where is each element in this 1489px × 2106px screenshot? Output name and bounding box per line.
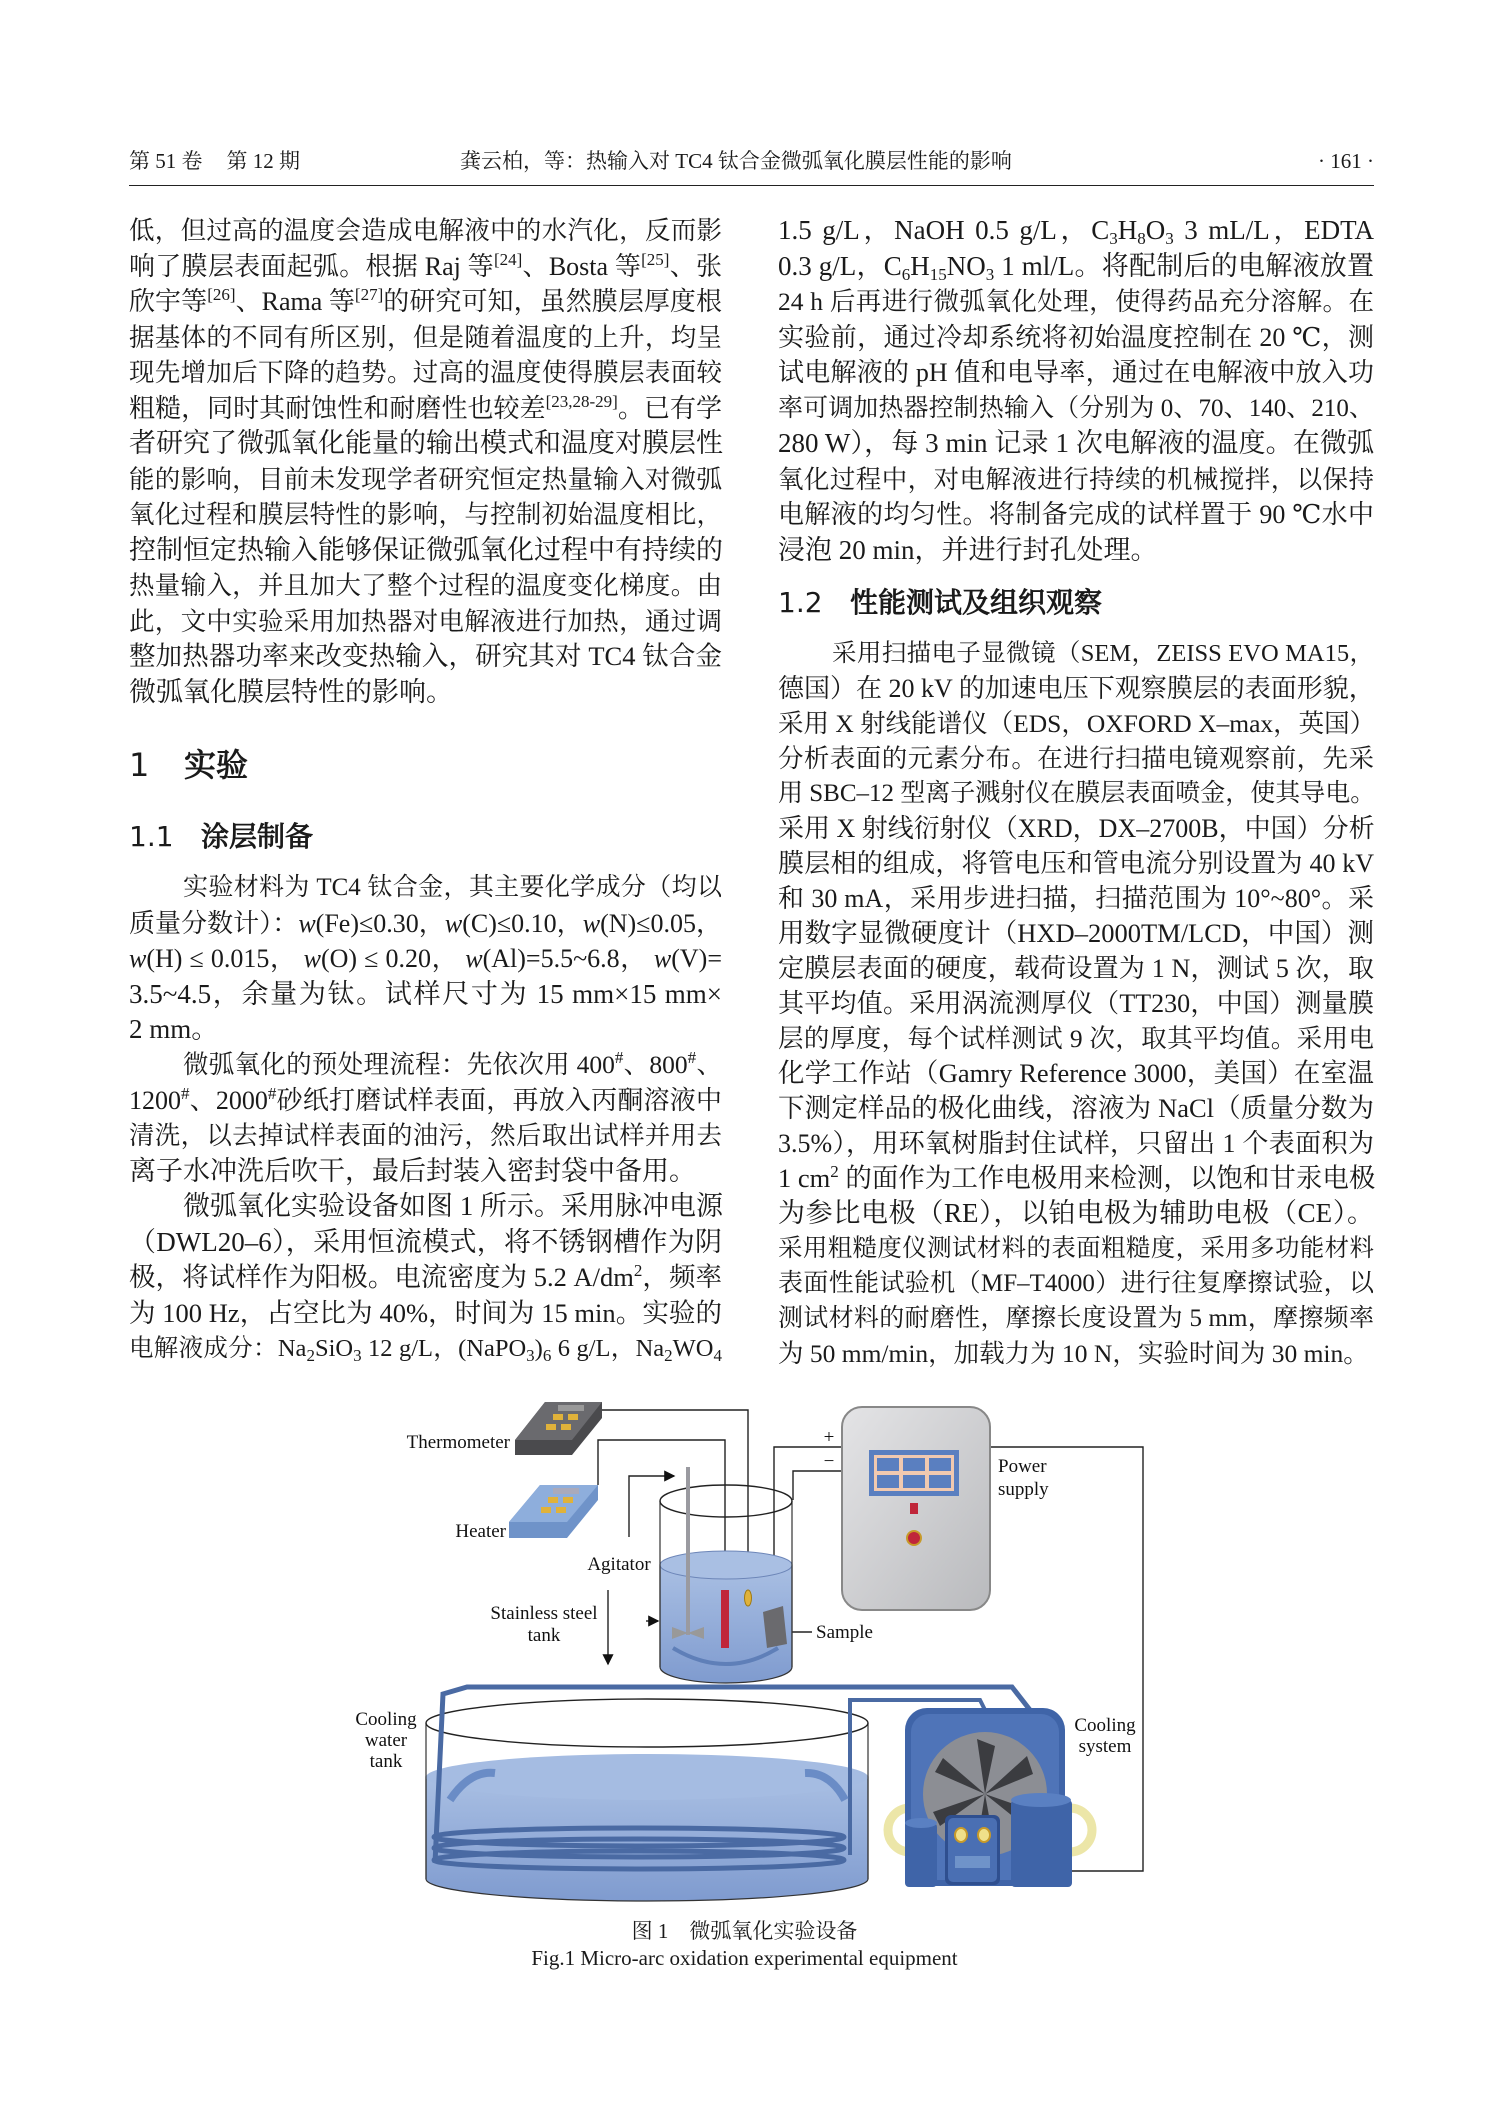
text-segment: 的面作为工作电极用来检测，以饱和甘汞电极 [838, 1163, 1376, 1193]
text-segment: 0.3 g/L，C [778, 250, 902, 281]
text-segment: 表面性能试验机（MF–T4000）进行往复摩擦试验，以 [778, 1270, 1374, 1297]
text-segment: 现先增加后下降的趋势。过高的温度使得膜层表面较 [129, 358, 722, 387]
section-title: 涂层制备 [201, 820, 314, 853]
superscript: 2 [633, 1261, 643, 1280]
text-line [778, 533, 1374, 569]
italic-symbol: w [465, 944, 483, 973]
thermometer-icon [515, 1402, 602, 1455]
paragraph-pretreatment [129, 1047, 722, 1189]
text-line [129, 1331, 722, 1367]
subscript: 3 [1109, 229, 1118, 248]
text-segment: 者研究了微弧氧化能量的输出模式和温度对膜层性 [129, 428, 723, 458]
text-segment: 采用 X 射线衍射仪（XRD，DX–2700B，中国）分析 [778, 814, 1375, 843]
text-segment: 1200 [129, 1085, 181, 1115]
text-line [778, 846, 1374, 881]
text-line [778, 1021, 1374, 1056]
text-segment: 其平均值。采用涡流测厚仪（TT230，中国）测量膜 [778, 989, 1374, 1018]
text-line [778, 741, 1374, 776]
section-title: 性能测试及组织观察 [850, 586, 1103, 619]
text-line [778, 1231, 1374, 1266]
paragraph-intro [129, 213, 722, 710]
text-line [129, 1296, 722, 1332]
text-segment: 控制恒定热输入能够保证微弧氧化过程中有持续的 [129, 534, 723, 565]
text-segment: 12 g/L，(NaPO [361, 1335, 527, 1362]
text-line [778, 776, 1374, 811]
superscript: # [614, 1048, 624, 1067]
text-line [778, 1126, 1374, 1161]
text-segment: 为参比电极（RE），以铂电极为辅助电极（CE）。 [778, 1198, 1374, 1228]
subscript: 3 [526, 1346, 535, 1365]
text-segment: 浸泡 20 min，并进行封孔处理。 [778, 534, 1158, 565]
italic-symbol: w [303, 944, 321, 973]
subscript: 3 [985, 264, 995, 284]
text-segment: 化学工作站（Gamry Reference 3000，美国）在室温 [778, 1058, 1374, 1088]
superscript: # [687, 1048, 697, 1067]
text-segment: 1 cm [778, 1163, 831, 1193]
figure-caption-chinese: 图 1 微弧氧化实验设备 [631, 1919, 858, 1943]
italic-symbol: w [653, 944, 672, 973]
subscript: 15 [929, 264, 947, 284]
text-line [778, 671, 1374, 706]
text-segment: 响了膜层表面起弧。根据 Raj 等 [129, 251, 494, 281]
text-segment: (H) ≤ 0.015， [146, 944, 304, 973]
text-line [778, 1301, 1374, 1336]
issue: 第 12 期 [226, 149, 300, 173]
text-segment: (V)= [671, 944, 722, 973]
cooling-tank-label-line3: tank [369, 1751, 403, 1772]
section-number: 1.1 [129, 820, 174, 853]
text-line [129, 906, 722, 942]
figure-caption-english: Fig.1 Micro-arc oxidation experimental equipment [531, 1946, 958, 1970]
text-line [778, 916, 1374, 951]
stainless-tank-label-line1: Stainless steel [490, 1603, 598, 1624]
text-segment: 层的厚度，每个试样测试 9 次，取其平均值。采用电 [778, 1024, 1374, 1053]
text-line [129, 426, 722, 462]
power-supply-icon [842, 1407, 990, 1610]
text-line [129, 604, 722, 640]
text-segment: H [1117, 215, 1138, 245]
text-segment: 用 SBC–12 型离子溅射仪在膜层表面喷金，使其导电。 [778, 780, 1376, 807]
text-segment: 为 100 Hz，占空比为 40%，时间为 15 min。实验的 [129, 1297, 722, 1328]
text-segment: 为 50 mm/min，加载力为 10 N，实验时间为 30 min。 [778, 1339, 1369, 1368]
text-line [778, 462, 1374, 498]
text-line [778, 1056, 1374, 1091]
text-line [129, 977, 722, 1013]
text-segment: 整加热器功率来改变热输入，研究其对 TC4 钛合金 [129, 641, 722, 671]
superscript: # [181, 1083, 190, 1103]
text-line [778, 355, 1374, 391]
text-segment: 能的影响，目前未发现学者研究恒定热量输入对微弧 [129, 464, 722, 494]
text-line [129, 568, 722, 604]
superscript: [26] [207, 285, 236, 304]
text-line [129, 1260, 722, 1296]
figure-1-equipment-diagram [340, 1390, 1160, 1910]
electrolytic-cell-icon [660, 1467, 792, 1683]
text-segment: 氧化过程和膜层特性的影响，与控制初始温度相比， [129, 500, 722, 529]
text-segment: 氧化过程中，对电解液进行持续的机械搅拌，以保持 [778, 464, 1374, 494]
subscript: 8 [1137, 229, 1146, 248]
sample-plate [763, 1606, 787, 1648]
text-segment: (Fe)≤0.30， [315, 908, 445, 938]
thermometer-label: Thermometer [406, 1432, 510, 1453]
text-line [129, 870, 722, 906]
cooling-system-icon [888, 1708, 1092, 1887]
text-segment: 德国）在 20 kV 的加速电压下观察膜层的表面形貌， [778, 674, 1375, 703]
volume: 第 51 卷 [129, 149, 203, 173]
text-segment: 1 ml/L。将配制后的电解液放置 [994, 250, 1374, 281]
power-supply-label-line2: supply [998, 1479, 1049, 1500]
paragraph-electrolyte [778, 213, 1374, 568]
text-segment: 24 h 后再进行微弧氧化处理，使得药品充分溶解。在 [778, 287, 1374, 316]
text-segment: 微弧氧化实验设备如图 1 所示。采用脉冲电源 [183, 1191, 723, 1221]
thermometer-probe [745, 1590, 752, 1606]
positive-terminal-label: + [823, 1427, 835, 1448]
text-segment: 实验材料为 TC4 钛合金，其主要化学成分（均以 [183, 874, 722, 901]
paragraph-equipment [129, 1189, 722, 1367]
text-segment: 测试材料的耐磨性，摩擦长度设置为 5 mm，摩擦频率 [778, 1305, 1374, 1332]
text-segment: 采用粗糙度仪测试材料的表面粗糙度，采用多功能材料 [778, 1235, 1374, 1262]
text-line [129, 941, 722, 977]
text-segment: 据基体的不同有所区别，但是随着温度的上升，均呈 [129, 322, 722, 352]
text-segment: (O) ≤ 0.20， [320, 944, 466, 973]
agitator-rod [686, 1467, 690, 1635]
text-segment: ，频率 [642, 1262, 722, 1292]
text-segment: 清洗，以去掉试样表面的油污，然后取出试样并用去 [129, 1121, 722, 1150]
italic-symbol: w [298, 908, 316, 938]
text-line [778, 284, 1374, 320]
text-segment: 此，文中实验采用加热器对电解液进行加热，通过调 [129, 606, 722, 636]
text-segment: 、Bosta 等 [522, 251, 642, 281]
text-segment: (N)≤0.05， [600, 908, 722, 938]
agitator-arrow [629, 1476, 674, 1537]
text-line [129, 249, 722, 285]
text-line [778, 1091, 1374, 1126]
cooling-tank-label-line1: Cooling [355, 1709, 417, 1730]
text-line [778, 1266, 1374, 1301]
text-line [129, 1047, 722, 1083]
text-line [778, 951, 1374, 986]
text-line [129, 1118, 722, 1154]
text-line [129, 355, 722, 391]
text-segment: 3 mL/L，EDTA [1173, 215, 1374, 245]
text-segment: 微弧氧化的预处理流程：先依次用 400 [183, 1050, 615, 1079]
superscript: # [267, 1083, 277, 1103]
text-line [129, 213, 722, 249]
text-line [778, 1161, 1374, 1196]
text-segment: 实验前，通过冷却系统将初始温度控制在 20 ℃，测 [778, 322, 1374, 352]
text-line [129, 320, 722, 356]
text-line [129, 639, 722, 675]
cooling-tank-label-line2: water [364, 1730, 408, 1751]
text-segment: 分析表面的元素分布。在进行扫描电镜观察前，先采 [778, 744, 1374, 773]
superscript: 2 [830, 1162, 839, 1181]
text-segment: 电解液的均匀性。将制备完成的试样置于 90 ℃水中 [778, 500, 1374, 529]
superscript: [23,28-29] [545, 391, 618, 411]
text-segment: 、张 [669, 251, 722, 281]
superscript: [25] [641, 249, 670, 269]
paragraph-testing [778, 636, 1374, 1371]
section-heading-1-1 [129, 819, 313, 855]
italic-symbol: w [129, 944, 147, 973]
text-line [778, 881, 1374, 916]
agitator-label: Agitator [587, 1554, 651, 1575]
section-number: 1.2 [778, 586, 823, 619]
text-segment: 采用 X 射线能谱仪（EDS，OXFORD X–max，英国） [778, 709, 1376, 738]
subscript: 6 [542, 1346, 552, 1365]
text-line [778, 706, 1374, 741]
text-segment: 欣宇等 [129, 287, 208, 316]
cooling-system-label-line1: Cooling [1074, 1715, 1136, 1736]
text-segment: 电解液成分：Na [129, 1335, 307, 1362]
text-segment: 低，但过高的温度会造成电解液中的水汽化，反而影 [129, 216, 722, 245]
italic-symbol: w [582, 908, 601, 938]
text-segment: H [910, 250, 930, 281]
running-title: 龚云柏，等：热输入对 TC4 钛合金微弧氧化膜层性能的影响 [460, 149, 1012, 173]
text-line [778, 1336, 1374, 1371]
text-segment: 1.5 g/L，NaOH 0.5 g/L，C [778, 215, 1110, 245]
text-line [778, 213, 1374, 249]
text-segment: （DWL20–6），采用恒流模式，将不锈钢槽作为阴 [129, 1226, 722, 1257]
text-segment: (Al)=5.5~6.8， [482, 944, 654, 973]
text-segment: ) [534, 1335, 543, 1362]
text-segment: 、2000 [189, 1085, 268, 1115]
text-segment: 用数字显微硬度计（HXD–2000TM/LCD，中国）测 [778, 918, 1374, 948]
text-line [129, 675, 722, 711]
text-segment: 。已有学 [617, 393, 722, 423]
text-segment: 极，将试样作为阳极。电流密度为 5.2 A/dm [129, 1262, 634, 1292]
heater-rod [721, 1590, 729, 1648]
text-segment: WO [672, 1335, 714, 1362]
text-segment: SiO [314, 1335, 354, 1362]
superscript: [27] [354, 285, 384, 304]
text-segment: 微弧氧化膜层特性的影响。 [129, 676, 453, 707]
text-segment: 率可调加热器控制热输入（分别为 0、70、140、210、 [778, 394, 1374, 422]
text-segment: 、 [696, 1050, 722, 1079]
subscript: 3 [1165, 229, 1174, 248]
text-line [778, 249, 1374, 285]
text-line [129, 391, 722, 427]
sample-label: Sample [816, 1622, 873, 1643]
italic-symbol: w [444, 908, 463, 938]
text-segment: 砂纸打磨试样表面，再放入丙酮溶液中 [276, 1085, 722, 1115]
power-supply-label-line1: Power [998, 1456, 1047, 1477]
text-segment: 膜层相的组成，将管电压和管电流分别设置为 40 kV [778, 849, 1374, 878]
negative-terminal-label: − [823, 1451, 835, 1472]
text-line [129, 1189, 722, 1225]
text-segment: 的研究可知，虽然膜层厚度根 [383, 287, 722, 316]
text-segment: 3.5%），用环氧树脂封住试样，只留出 1 个表面积为 [778, 1129, 1374, 1158]
text-segment: 和 30 mA，采用步进扫描，扫描范围为 10°~80°。采 [778, 884, 1374, 913]
text-segment: 试电解液的 pH 值和电导率，通过在电解液中放入功 [778, 358, 1374, 387]
text-line [129, 497, 722, 533]
text-line [129, 1154, 722, 1190]
text-line [129, 462, 722, 498]
text-line [778, 391, 1374, 427]
text-segment: 280 W），每 3 min 记录 1 次电解液的温度。在微弧 [778, 428, 1374, 458]
text-line [778, 320, 1374, 356]
subscript: 3 [353, 1346, 362, 1365]
text-line [129, 1225, 722, 1261]
header-rule [129, 185, 1374, 186]
paragraph-material [129, 870, 722, 1048]
text-segment: NO [946, 250, 986, 281]
text-segment: 6 g/L，Na [551, 1335, 665, 1362]
text-segment: 离子水冲洗后吹干，最后封装入密封袋中备用。 [129, 1155, 696, 1186]
text-line [778, 497, 1374, 533]
heater-icon [509, 1485, 598, 1538]
text-line [778, 636, 1374, 671]
cooling-system-label-line2: system [1078, 1736, 1132, 1757]
cathode-wire [793, 1471, 842, 1500]
text-line [129, 284, 722, 320]
text-segment: 热量输入，并且加大了整个过程的温度变化梯度。由 [129, 571, 722, 600]
text-segment: 2 mm。 [129, 1014, 219, 1044]
superscript: [24] [493, 249, 523, 269]
subscript: 2 [306, 1346, 315, 1365]
text-line [778, 811, 1374, 846]
heater-label: Heater [455, 1521, 506, 1542]
text-segment: 、800 [623, 1050, 688, 1079]
section-heading-1-2 [778, 585, 1102, 621]
text-line [129, 1083, 722, 1119]
subscript: 4 [713, 1346, 722, 1365]
page-number: · 161 · [1318, 149, 1374, 173]
text-line [129, 533, 722, 569]
text-line [778, 426, 1374, 462]
section-title: 实验 [184, 746, 249, 784]
subscript: 6 [901, 264, 911, 284]
text-segment: 3.5~4.5，余量为钛。试样尺寸为 15 mm×15 mm× [129, 978, 722, 1009]
text-segment: 采用扫描电子显微镜（SEM，ZEISS EVO MA15， [832, 640, 1374, 667]
text-line [778, 1196, 1374, 1231]
section-heading-1 [129, 745, 248, 785]
subscript: 2 [664, 1346, 673, 1365]
stainless-tank-label-line2: tank [527, 1625, 561, 1646]
text-segment: 、Rama 等 [235, 287, 355, 316]
text-segment: 质量分数计）： [129, 908, 299, 938]
text-segment: 下测定样品的极化曲线，溶液为 NaCl（质量分数为 [778, 1093, 1374, 1123]
text-line [129, 1012, 722, 1048]
text-segment: (C)≤0.10， [462, 908, 583, 938]
text-segment: 定膜层表面的硬度，载荷设置为 1 N，测试 5 次，取 [778, 954, 1374, 983]
text-line [778, 986, 1374, 1021]
text-segment: O [1145, 215, 1166, 245]
section-number: 1 [129, 746, 150, 784]
journal-volume-issue [129, 146, 300, 176]
text-segment: 粗糙，同时其耐蚀性和耐磨性也较差 [129, 393, 546, 423]
